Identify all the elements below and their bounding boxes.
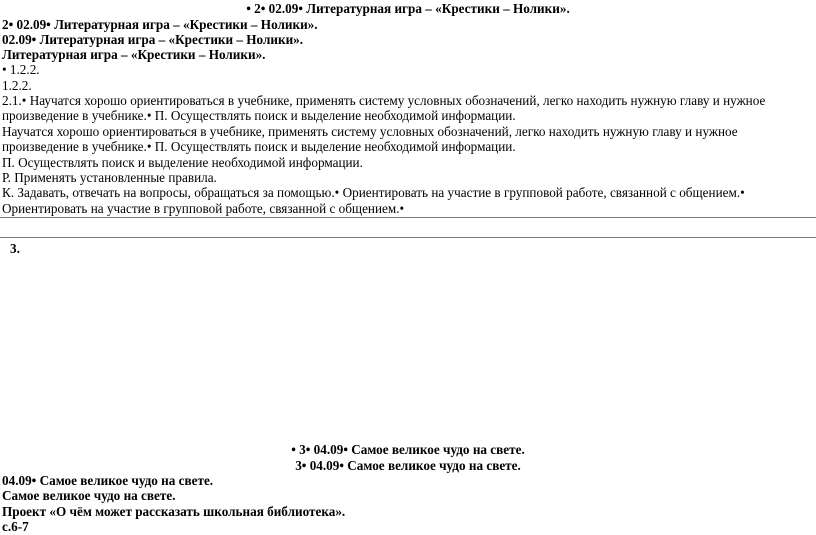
section-2-code: 1.2.2. (2, 78, 32, 93)
section-2-text-line: К. Задавать, отвечать на вопросы, обращаться за помощью.• Ориентировать на участие в групповой работе, связанной с общением.• (2, 185, 745, 200)
section-3-header: 3• 04.09• Самое великое чудо на свете. (295, 458, 521, 473)
section-3-title-line: 04.09• Самое великое чудо на свете. (2, 473, 214, 488)
table-row-divider (0, 217, 816, 218)
section-3-header: • 3• 04.09• Самое великое чудо на свете. (291, 442, 525, 457)
section-2-text-line: Р. Применять установленные правила. (2, 170, 217, 185)
section-2-text-line: 2.1.• Научатся хорошо ориентироваться в учебнике, применять систему условных обозначений, легко находить нужную главу и нужное (2, 93, 766, 108)
table-row-divider (0, 237, 816, 238)
section-2-text-line: произведение в учебнике.• П. Осуществлять поиск и выделение необходимой информации. (2, 108, 516, 123)
section-3-pages: с.6-7 (2, 519, 29, 534)
section-2-code: • 1.2.2. (2, 62, 40, 77)
section-2-text-line: П. Осуществлять поиск и выделение необходимой информации. (2, 155, 363, 170)
section-2-text-line: произведение в учебнике.• П. Осуществлять поиск и выделение необходимой информации. (2, 139, 516, 154)
section-2-header: • 2• 02.09• Литературная игра – «Крестики – Нолики». (246, 1, 570, 16)
section-3-project-line: Проект «О чём может рассказать школьная библиотека». (2, 504, 346, 519)
section-2-text-line: Ориентировать на участие в групповой работе, связанной с общением.• (2, 201, 405, 216)
section-2-title-line: 02.09• Литературная игра – «Крестики – Нолики». (2, 32, 304, 47)
section-3-number: 3. (10, 241, 20, 256)
section-3-title-line: Самое великое чудо на свете. (2, 488, 176, 503)
section-2-title-line: Литературная игра – «Крестики – Нолики». (2, 47, 266, 62)
section-2-text-line: Научатся хорошо ориентироваться в учебнике, применять систему условных обозначений, легко находить нужную главу и нужное (2, 124, 738, 139)
section-2-title-line: 2• 02.09• Литературная игра – «Крестики – Нолики». (2, 17, 318, 32)
